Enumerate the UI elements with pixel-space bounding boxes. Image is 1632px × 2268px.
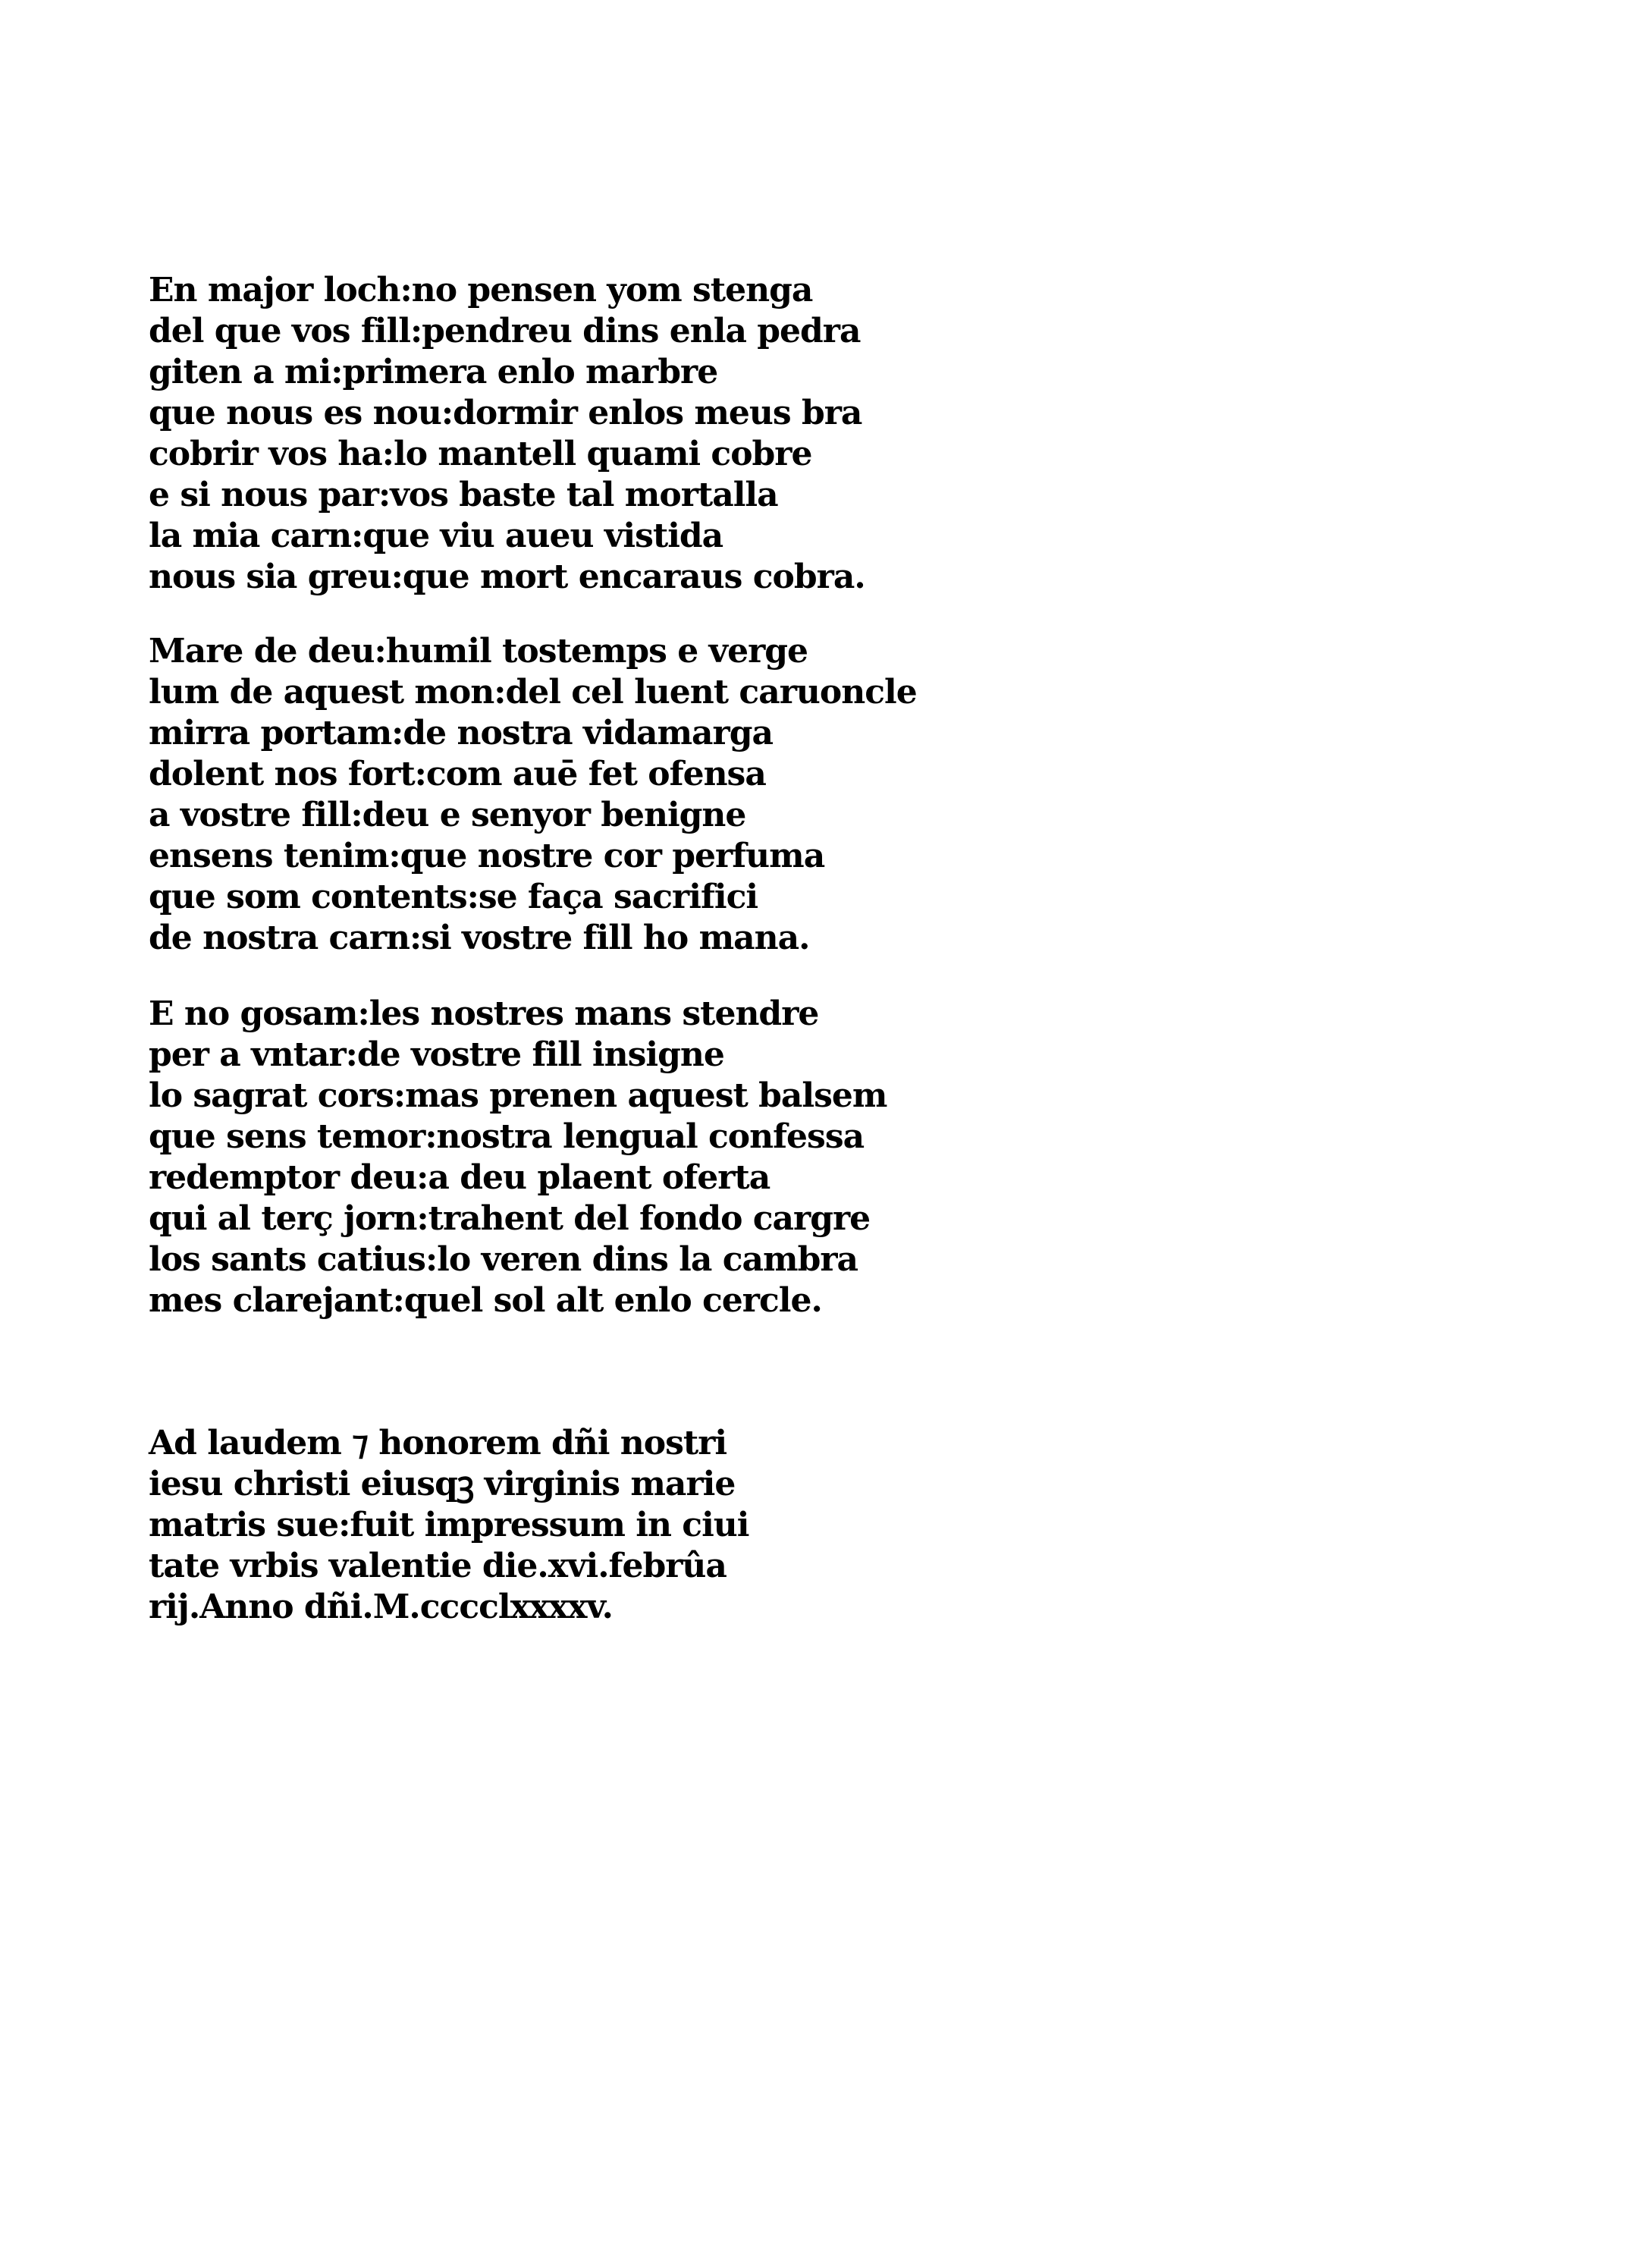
verse-line: ensens tenim:que nostre cor perfuma <box>149 837 825 875</box>
colophon-line: matris sue:fuit impressum in ciui <box>149 1506 749 1544</box>
verse-line: la mia carn:que viu aueu vistida <box>149 517 723 555</box>
colophon <box>149 1423 816 1628</box>
verse-line: Mare de deu:humil tostemps e verge <box>149 632 808 671</box>
verse-line: que nous es nou:dormir enlos meus bra <box>149 394 862 432</box>
verse-line: que som contents:se faça sacrifici <box>149 878 758 916</box>
verse-line: a vostre fill:deu e senyor benigne <box>149 796 746 834</box>
verse-line: mes clarejant:quel sol alt enlo cercle. <box>149 1281 822 1320</box>
colophon-line: rij.Anno dñi.M.cccclxxxxv. <box>149 1588 613 1626</box>
verse-line: lum de aquest mon:del cel luent caruoncle <box>149 673 917 711</box>
verse-line: En major loch:no pensen yom stenga <box>149 271 813 309</box>
verse-line: qui al terç jorn:trahent del fondo cargre <box>149 1199 871 1238</box>
stanza-3 <box>149 994 887 1321</box>
verse-line: que sens temor:nostra lengual confessa <box>149 1117 865 1156</box>
verse-line: redemptor deu:a deu plaent oferta <box>149 1158 770 1197</box>
verse-line: per a vntar:de vostre fill insigne <box>149 1035 724 1074</box>
verse-line: dolent nos fort:com auē fet ofensa <box>149 755 766 793</box>
verse-line: e si nous par:vos baste tal mortalla <box>149 476 778 514</box>
verse-line: mirra portam:de nostra vidamarga <box>149 714 773 752</box>
verse-line: E no gosam:les nostres mans stendre <box>149 994 819 1033</box>
verse-line: nous sia greu:que mort encaraus cobra. <box>149 558 865 596</box>
verse-line: giten a mi:primera enlo marbre <box>149 353 718 391</box>
verse-line: de nostra carn:si vostre fill ho mana. <box>149 919 810 957</box>
stanza-1 <box>149 270 865 598</box>
colophon-line: iesu christi eiusqꝫ virginis marie <box>149 1465 736 1503</box>
colophon-line: Ad laudem ⁊ honorem dñi nostri <box>149 1424 727 1462</box>
stanza-2 <box>149 631 917 959</box>
colophon-line: tate vrbis valentie die.xvi.febrûa <box>149 1547 727 1585</box>
verse-line: del que vos fill:pendreu dins enla pedra <box>149 312 861 350</box>
verse-line: los sants catius:lo veren dins la cambra <box>149 1240 858 1279</box>
verse-line: lo sagrat cors:mas prenen aquest balsem <box>149 1076 887 1115</box>
verse-line: cobrir vos ha:lo mantell quami cobre <box>149 435 812 473</box>
